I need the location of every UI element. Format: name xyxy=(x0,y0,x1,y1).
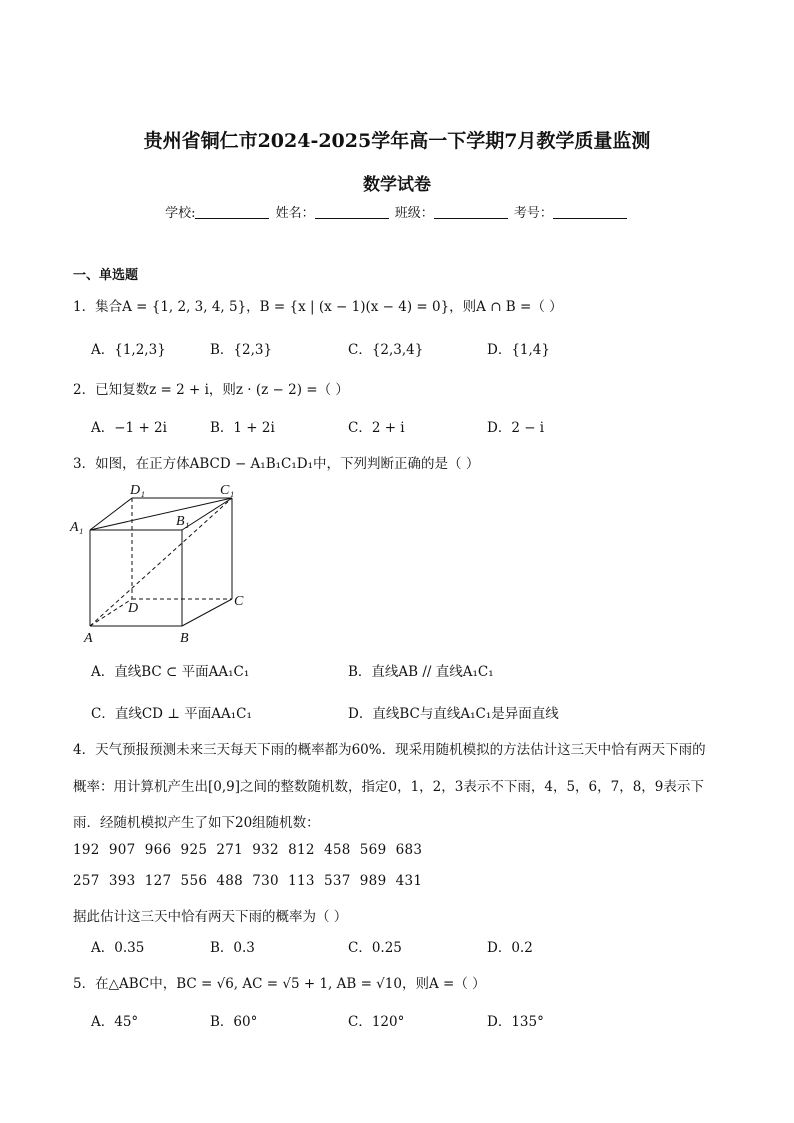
q3-option-a[interactable]: A．直线BC ⊂ 平面AA₁C₁ xyxy=(91,664,250,680)
q3-option-b[interactable]: B．直线AB // 直线A₁C₁ xyxy=(348,664,494,680)
label-c1: C₁ xyxy=(220,483,235,498)
edge-b1-c1 xyxy=(182,498,232,530)
q5-option-b[interactable]: B．60° xyxy=(210,1014,258,1030)
edge-b-c xyxy=(182,599,232,626)
q4-option-b[interactable]: B．0.3 xyxy=(210,940,255,956)
hidden-diagonal-a-c1 xyxy=(90,498,232,626)
class-blank[interactable] xyxy=(434,205,508,219)
q5-option-d[interactable]: D．135° xyxy=(487,1014,544,1030)
random-numbers-row-1: 192 907 966 925 271 932 812 458 569 683 xyxy=(73,842,423,858)
exam-number-blank[interactable] xyxy=(553,205,627,219)
q1-option-b[interactable]: B．{2,3} xyxy=(210,342,273,358)
q2-option-b[interactable]: B．1 + 2i xyxy=(210,420,275,436)
q2-option-c[interactable]: C．2 + i xyxy=(348,420,405,436)
question-3-stem: 3．如图，在正方体ABCD − A₁B₁C₁D₁中，下列判断正确的是（ ） xyxy=(73,456,480,472)
question-5-stem: 5．在△ABC中，BC = √6, AC = √5 + 1, AB = √10，则A =（ ） xyxy=(73,976,486,992)
q3-option-d[interactable]: D．直线BC与直线A₁C₁是异面直线 xyxy=(348,706,559,722)
exam-number-label: 考号： xyxy=(513,206,553,221)
section-heading: 一、单选题 xyxy=(73,268,139,283)
label-b1: B₁ xyxy=(176,514,190,529)
label-d1: D₁ xyxy=(130,483,145,498)
q4-option-c[interactable]: C．0.25 xyxy=(348,940,402,956)
q3-option-c[interactable]: C．直线CD ⊥ 平面AA₁C₁ xyxy=(91,706,252,722)
q2-option-d[interactable]: D．2 − i xyxy=(487,420,545,436)
name-label: 姓名： xyxy=(275,206,315,221)
question-4-stem-line-3: 雨．经随机模拟产生了如下20组随机数： xyxy=(73,815,320,831)
exam-subtitle: 数学试卷 xyxy=(363,175,431,195)
label-a: A xyxy=(84,631,93,646)
q1-option-a[interactable]: A．{1,2,3} xyxy=(91,342,166,358)
label-b: B xyxy=(180,631,189,646)
question-2-stem: 2．已知复数z = 2 + i，则z · (z − 2) =（ ） xyxy=(73,382,349,398)
class-label: 班级： xyxy=(394,206,434,221)
name-blank[interactable] xyxy=(315,205,389,219)
student-info-line xyxy=(0,202,794,221)
exam-title: 贵州省铜仁市2024-2025学年高一下学期7月教学质量监测 xyxy=(143,130,651,152)
cube-figure xyxy=(66,478,266,648)
random-numbers-row-2: 257 393 127 556 488 730 113 537 989 431 xyxy=(73,873,423,889)
q2-option-a[interactable]: A．−1 + 2i xyxy=(91,420,167,436)
q4-option-d[interactable]: D．0.2 xyxy=(487,940,533,956)
school-label: 学校: xyxy=(165,206,196,221)
label-d: D xyxy=(128,601,139,616)
q5-option-c[interactable]: C．120° xyxy=(348,1014,405,1030)
school-blank[interactable] xyxy=(195,205,269,219)
q5-option-a[interactable]: A．45° xyxy=(91,1014,139,1030)
label-c: C xyxy=(234,594,244,609)
label-a1: A₁ xyxy=(70,520,84,535)
q1-option-d[interactable]: D．{1,4} xyxy=(487,342,550,358)
question-4-ask: 据此估计这三天中恰有两天下雨的概率为（ ） xyxy=(73,909,348,925)
q4-option-a[interactable]: A．0.35 xyxy=(91,940,145,956)
hidden-edge-a-d xyxy=(90,599,132,626)
question-4-stem-line-2: 概率：用计算机产生出[0,9]之间的整数随机数，指定0，1，2，3表示不下雨，4，5，6，7，8，9表示下 xyxy=(73,779,704,795)
question-4-stem-line-1: 4．天气预报预测未来三天每天下雨的概率都为60%．现采用随机模拟的方法估计这三天中恰有两天下雨的 xyxy=(73,742,706,758)
question-1-stem: 1．集合A = {1, 2, 3, 4, 5}，B = {x | (x − 1)(x − 4) = 0}，则A ∩ B =（ ） xyxy=(73,299,563,315)
q1-option-c[interactable]: C．{2,3,4} xyxy=(348,342,424,358)
